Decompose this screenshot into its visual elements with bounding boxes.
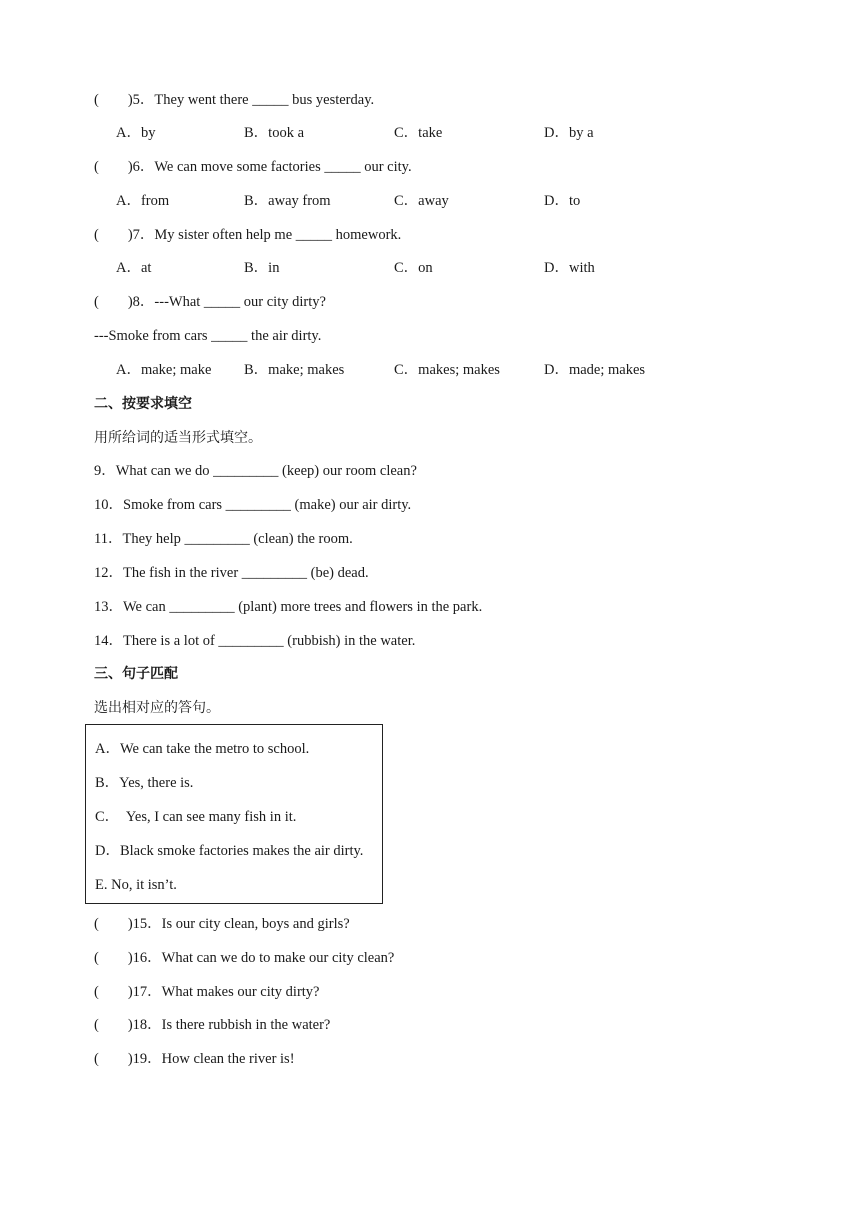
question-11: 11．They help _________ (clean) the room.: [94, 531, 353, 547]
q6-option-b: B．away from: [244, 193, 331, 209]
answer-choice-b: B．Yes, there is.: [95, 775, 194, 791]
q8-option-a: A．make; make: [116, 362, 212, 378]
q8-option-c: C．makes; makes: [394, 362, 500, 378]
q7-option-b: B．in: [244, 260, 280, 276]
answer-choice-a: A．We can take the metro to school.: [95, 741, 310, 757]
q5-option-a: A．by: [116, 125, 156, 141]
question-12: 12．The fish in the river _________ (be) dead.: [94, 565, 369, 581]
q5-option-b: B．took a: [244, 125, 305, 141]
answer-choice-c: C． Yes, I can see many fish in it.: [95, 809, 297, 825]
section-2-heading: 二、按要求填空: [94, 396, 192, 412]
question-18: ( )18．Is there rubbish in the water?: [94, 1017, 331, 1033]
question-17: ( )17．What makes our city dirty?: [94, 984, 320, 1000]
section-3-heading: 三、句子匹配: [94, 666, 178, 682]
question-14: 14．There is a lot of _________ (rubbish) in the water.: [94, 633, 416, 649]
question-9: 9．What can we do _________ (keep) our room clean?: [94, 463, 417, 479]
answer-choices-box: [85, 724, 383, 904]
question-6: ( )6．We can move some factories _____ our city.: [94, 159, 412, 175]
question-8-line-2: ---Smoke from cars _____ the air dirty.: [94, 328, 322, 344]
section-2-instruction: 用所给词的适当形式填空。: [94, 430, 262, 446]
question-8: ( )8．---What _____ our city dirty?: [94, 294, 326, 310]
q5-option-c: C．take: [394, 125, 443, 141]
question-15: ( )15．Is our city clean, boys and girls?: [94, 916, 350, 932]
question-7: ( )7．My sister often help me _____ homework.: [94, 227, 402, 243]
q5-option-d: D．by a: [544, 125, 594, 141]
question-5: ( )5．They went there _____ bus yesterday.: [94, 92, 375, 108]
q8-option-d: D．made; makes: [544, 362, 646, 378]
question-19: ( )19．How clean the river is!: [94, 1051, 295, 1067]
q7-option-d: D．with: [544, 260, 595, 276]
q6-option-d: D．to: [544, 193, 581, 209]
q6-option-c: C．away: [394, 193, 449, 209]
question-13: 13．We can _________ (plant) more trees and flowers in the park.: [94, 599, 483, 615]
question-10: 10．Smoke from cars _________ (make) our air dirty.: [94, 497, 412, 513]
q7-option-c: C．on: [394, 260, 433, 276]
q7-option-a: A．at: [116, 260, 152, 276]
section-3-instruction: 选出相对应的答句。: [94, 700, 220, 716]
q8-option-b: B．make; makes: [244, 362, 345, 378]
q6-option-a: A．from: [116, 193, 170, 209]
answer-choice-d: D．Black smoke factories makes the air dirty.: [95, 843, 364, 859]
question-16: ( )16．What can we do to make our city clean?: [94, 950, 395, 966]
answer-choice-e: E. No, it isn’t.: [95, 877, 177, 893]
